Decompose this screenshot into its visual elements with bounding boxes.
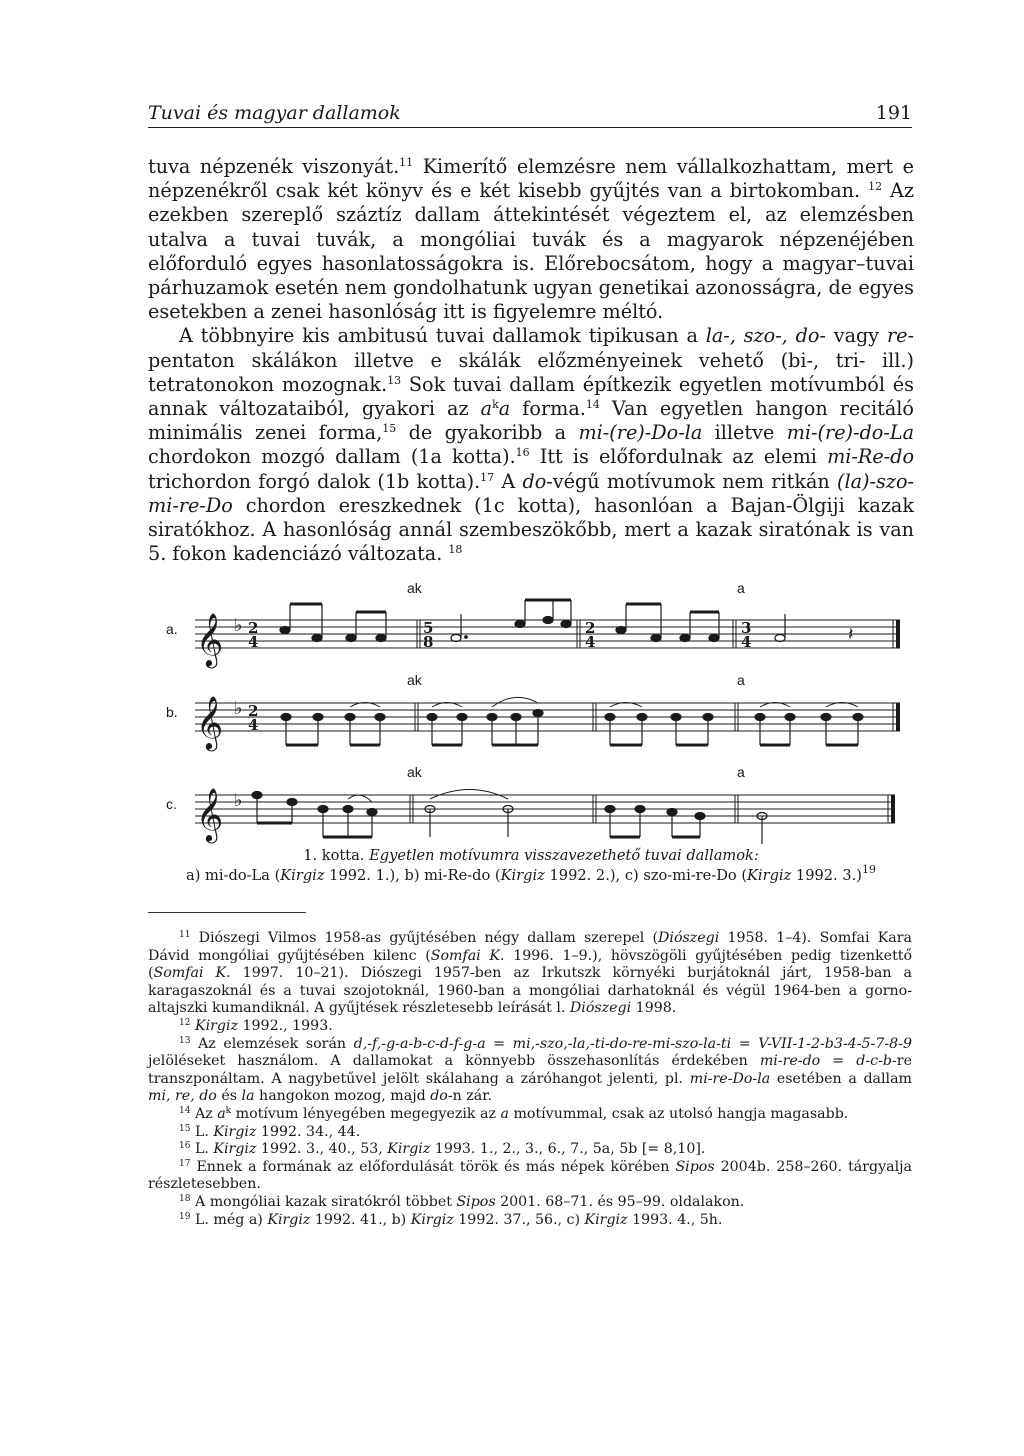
running-title: Tuvai és magyar dallamok	[148, 102, 401, 124]
text: 1997. 10–21). Diószegi 1957-ben az Irkutszk környéki burjátoknál járt, 1958-ban a karagaszoknál és a tuvai szojotoknál, 1960-ban a mongóliai darhatoknál és végül 1964-ben a gorno-altajszki kumandiknál. A gyűjtések részletesebb leírását l.	[148, 965, 912, 1017]
text: 1993. 4., 5h.	[627, 1211, 723, 1228]
time-signature-icon: 2	[585, 619, 596, 637]
text: chordokon mozgó dallam (1a kotta).	[148, 445, 516, 469]
text: Ennek a formának az előfordulását török és más népek körében	[190, 1158, 676, 1175]
text: Itt is előfordulnak az elemi	[529, 445, 828, 469]
svg-text:4: 4	[248, 633, 259, 651]
text: forma.	[510, 397, 586, 421]
flat-icon: ♭	[234, 790, 243, 811]
text: L.	[190, 1141, 214, 1158]
footnote-13	[148, 1036, 912, 1106]
italic-text: Kirgiz	[280, 867, 325, 884]
text: motívummal, csak az utolsó hangja magasabb.	[508, 1105, 849, 1122]
time-signature-icon: 2	[248, 702, 259, 720]
italic-text: a	[217, 1105, 226, 1122]
text: 2001. 68–71. és 95–99. oldalakon.	[495, 1193, 745, 1210]
italic-text: la	[241, 1088, 255, 1105]
italic-text: Diószegi	[658, 930, 720, 946]
caption-number: 1. kotta.	[303, 847, 370, 864]
time-signature-icon: 3	[741, 619, 752, 637]
footnote-ref-16: 16	[515, 446, 530, 460]
text: de gyakoribb a	[396, 421, 579, 445]
staff-c	[195, 795, 895, 823]
italic-text: a	[498, 397, 511, 421]
svg-text:𝄽: 𝄽	[848, 624, 854, 645]
italic-text: d,-f,-g-a-b-c-d-f-g-a = mi,-szo,-la,-ti-do-re-mi-szo-la-ti = V-VII-1-2-b3-4-5-7-8-9	[353, 1035, 912, 1052]
text: 1992. 2.), c) szo-mi-re-Do (	[544, 867, 748, 884]
mark-ak: ak	[407, 580, 422, 596]
italic-text: Diószegi	[569, 1000, 632, 1017]
italic-text: Sipos	[675, 1158, 715, 1175]
text: 1992. 3., 40., 53,	[256, 1141, 388, 1158]
superscript: k	[492, 398, 499, 412]
footnote-17	[148, 1159, 912, 1194]
staff-label-a: a.	[166, 621, 178, 637]
svg-text:8: 8	[423, 633, 434, 651]
footnotes	[148, 930, 912, 1229]
mark-a: a	[737, 580, 745, 596]
italic-text: Kirgiz	[387, 1141, 431, 1158]
italic-text: do	[430, 1088, 448, 1105]
treble-clef-icon: 𝄞	[196, 787, 224, 841]
text: tuva népzenék viszonyát.	[148, 155, 400, 178]
flat-icon: ♭	[234, 615, 243, 636]
footnote-19	[148, 1212, 912, 1230]
footnote-number: 17	[179, 1158, 191, 1169]
italic-text: (la)-szo-mi-re-Do	[148, 469, 914, 517]
italic-text: Sipos	[456, 1193, 496, 1210]
italic-text: Somfai K.	[430, 947, 505, 964]
caption-title: Egyetlen motívumra visszavezethető tuvai dallamok:	[369, 847, 759, 864]
text: -végű motívumok nem ritkán	[546, 469, 837, 493]
text: és	[216, 1088, 242, 1105]
footnote-ref-13: 13	[387, 373, 402, 387]
superscript: k	[225, 1105, 232, 1116]
italic-text: mi-(re)-do-La	[786, 421, 915, 445]
text: pentaton skálákon illetve e skálák előzményeinek vehető (bi-, tri- ill.) tetratonokon mozognak.	[148, 348, 914, 396]
italic-text: Kirgiz	[584, 1211, 628, 1228]
svg-text:4: 4	[248, 716, 259, 734]
footnote-number: 16	[179, 1141, 191, 1152]
mark-a: a	[737, 672, 745, 688]
footnote-number: 14	[179, 1105, 191, 1116]
footnote-18	[148, 1194, 912, 1212]
footnote-ref-19: 19	[861, 863, 876, 876]
footnote-ref-18: 18	[448, 543, 463, 557]
text: 1993. 1., 2., 3., 6., 7., 5a, 5b [= 8,10].	[430, 1141, 706, 1158]
italic-text: mi-re-do = d-c-b	[759, 1053, 893, 1070]
text: 1996. 1–9.), hövszögöli gyűjtésében pedig tizenkettő (	[148, 947, 913, 982]
notes-staff-b	[281, 710, 863, 746]
caption-line-1	[148, 846, 914, 866]
italic-text: mi-re-Do-la	[689, 1070, 771, 1087]
text: -n zár.	[447, 1088, 492, 1105]
text: A mongóliai kazak siratókról többet	[190, 1193, 457, 1210]
svg-text:4: 4	[585, 633, 596, 651]
text: A többnyire kis ambitusú tuvai dallamok tipikusan a	[179, 324, 706, 348]
staff-label-c: c.	[166, 796, 177, 812]
text: Az	[190, 1105, 218, 1122]
italic-text: mi-Re-do	[827, 445, 914, 469]
figure-caption	[148, 846, 914, 886]
svg-text:4: 4	[741, 633, 752, 651]
footnote-ref-14: 14	[585, 398, 600, 412]
italic-text: Kirgiz	[194, 1017, 238, 1034]
text: esetében a dallam	[770, 1070, 912, 1087]
page-number: 191	[875, 102, 912, 124]
text: 1992. 1.), b) mi-Re-do (	[324, 867, 501, 884]
italic-text: Kirgiz	[410, 1211, 454, 1228]
footnote-ref-15: 15	[382, 422, 397, 436]
footnote-rule	[148, 912, 306, 913]
footnote-ref-11: 11	[399, 156, 414, 169]
italic-text: Kirgiz	[747, 867, 792, 884]
footnote-14	[148, 1106, 912, 1124]
time-signature-icon: 5	[423, 619, 434, 637]
text: Sok tuvai dallam építkezik egyetlen motívumból és annak változataiból, gyakori az	[148, 372, 914, 421]
notes-staff-c	[252, 792, 767, 845]
text: -re transzponáltam. A nagybetűvel jelölt skálahang a záróhangot jelenti, pl.	[148, 1053, 912, 1087]
text: chordon ereszkednek (1c kotta), hasonlóan a Bajan-Ölgiji kazak siratókhoz. A hasonlóság annál szembeszökőbb, mert a kazak siratónak is van 5. fokon kadenciázó változata.	[148, 493, 914, 566]
italic-text: do	[522, 469, 547, 493]
text: 1992. 41., b)	[310, 1211, 411, 1228]
text: a) mi-do-La (	[186, 867, 281, 884]
caption-line-2	[148, 863, 914, 886]
footnote-ref-12: 12	[868, 180, 883, 194]
text: motívum lényegében megegyezik az	[231, 1105, 501, 1122]
italic-text: Kirgiz	[213, 1123, 257, 1140]
staff-label-b: b.	[166, 704, 178, 720]
italic-text: Kirgiz	[267, 1211, 311, 1228]
text: 1958. 1–4). Somfai Kara Dávid mongóliai gyűjtésében kilenc (	[148, 930, 913, 964]
footnote-11	[148, 930, 912, 1018]
text: L.	[190, 1123, 214, 1140]
footnote-number: 19	[179, 1211, 191, 1222]
mark-ak: ak	[407, 764, 422, 780]
flat-icon: ♭	[234, 698, 243, 719]
text: 1992. 34., 44.	[256, 1123, 361, 1140]
italic-text: Kirgiz	[500, 867, 545, 884]
time-signature-icon: 2	[248, 619, 259, 637]
footnote-number: 12	[179, 1017, 191, 1028]
footnote-ref-17: 17	[480, 470, 495, 484]
text: jelöléseket használom. A dallamokat a könnyebb összehasonlítás érdekében	[148, 1053, 760, 1070]
text: 2004b. 258–260. tárgyalja részletesebben.	[148, 1158, 912, 1193]
italic-text: a	[500, 1105, 509, 1122]
text: Van egyetlen hangon recitáló minimális zenei forma,	[148, 397, 914, 445]
footnote-15	[148, 1124, 912, 1142]
text: L. még a)	[190, 1211, 268, 1228]
text: 1992. 37., 56., c)	[453, 1211, 585, 1228]
text: A	[494, 469, 523, 493]
italic-text: re-	[886, 324, 914, 348]
italic-text: Somfai K.	[153, 965, 231, 982]
text: 1992., 1993.	[237, 1017, 333, 1034]
footnote-number: 11	[179, 930, 191, 940]
italic-text: mi-(re)-Do-la	[578, 421, 703, 445]
italic-text: mi, re, do	[148, 1088, 217, 1105]
footnote-16	[148, 1141, 912, 1159]
notes-staff-a	[280, 600, 854, 645]
text: vagy	[825, 324, 887, 348]
treble-clef-icon: 𝄞	[196, 695, 224, 749]
mark-ak: ak	[407, 672, 422, 688]
text: illetve	[702, 421, 787, 445]
italic-text: Kirgiz	[213, 1141, 257, 1158]
footnote-number: 18	[179, 1193, 191, 1204]
italic-text: la-, szo-, do-	[705, 324, 826, 348]
mark-a: a	[737, 764, 745, 780]
footnote-number: 15	[179, 1123, 191, 1134]
footnote-12	[148, 1018, 912, 1036]
text: 1992. 3.)	[791, 867, 862, 884]
text: Kimerítő elemzésre nem vállalkozhattam, mert e népzenékről csak két könyv és e két kisebb gyűjtés van a birtokomban.	[148, 155, 914, 203]
text: 1998.	[631, 1000, 677, 1017]
text: hangokon mozog, majd	[254, 1088, 431, 1105]
text: Az elemzések során	[190, 1035, 354, 1052]
treble-clef-icon: 𝄞	[196, 612, 224, 666]
text: Diószegi Vilmos 1958-as gyűjtésében négy dallam szerepel (	[190, 930, 659, 946]
italic-text: a	[480, 397, 493, 421]
text: trichordon forgó dalok (1b kotta).	[148, 469, 481, 493]
staff-a	[195, 620, 900, 648]
footnote-number: 13	[179, 1035, 191, 1046]
text: Az ezekben szereplő száztíz dallam áttekintését végeztem el, az elemzésben utalva a tuvai tuvák, a mongóliai tuvák és a magyarok népzenéjében előforduló egyes hasonlatosságokra is. Előrebocsátom, hogy a magyar–tuvai párhuzamok esetén nem gondolhatunk ugyan genetikai azonosságra, de egyes esetekben a zenei hasonlóság itt is figyelemre méltó.	[148, 179, 914, 324]
